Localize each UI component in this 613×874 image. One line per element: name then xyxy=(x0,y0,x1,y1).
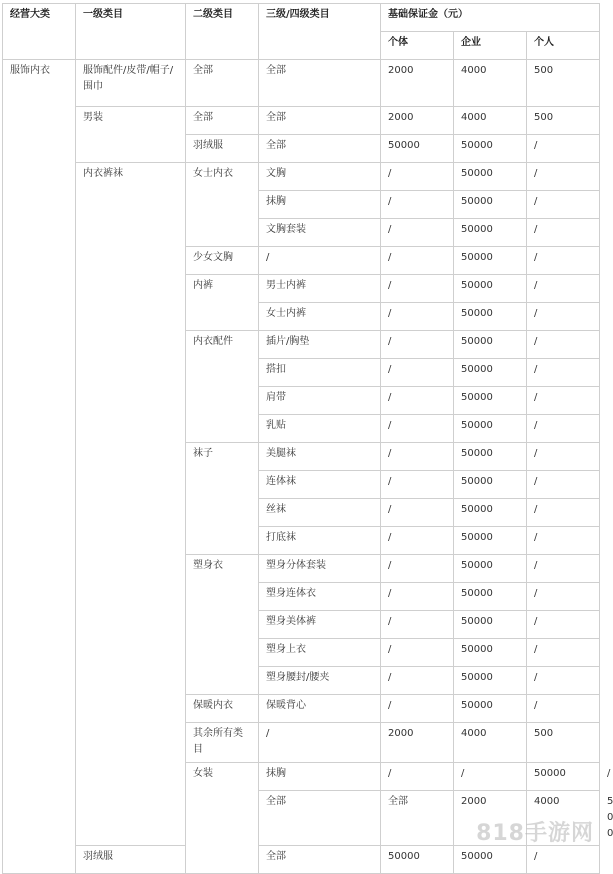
level1-cell: 内衣裤袜 xyxy=(76,163,186,846)
level2-cell: 内衣配件 xyxy=(186,331,259,443)
level3-cell: 连体袜 xyxy=(259,471,381,499)
individual-business-value: / xyxy=(381,219,454,247)
person-value: / xyxy=(527,359,600,387)
person-value: 500 xyxy=(527,107,600,135)
level3-cell: 打底袜 xyxy=(259,527,381,555)
category-cell: 服饰内衣 xyxy=(3,60,76,874)
individual-business-value: / xyxy=(454,763,527,791)
person-value: / xyxy=(527,387,600,415)
level2-cell: 塑身衣 xyxy=(186,555,259,695)
header-level34: 三级/四级类目 xyxy=(259,4,381,60)
level3-cell: 美腿袜 xyxy=(259,443,381,471)
person-value: / xyxy=(527,443,600,471)
individual-business-value: / xyxy=(381,555,454,583)
person-value: / xyxy=(527,583,600,611)
table-row: 女装 抹胸 / / 50000 / xyxy=(3,763,600,791)
level1-cell: 女装 xyxy=(186,763,259,874)
level1-cell: 服饰配件/皮带/帽子/围巾 xyxy=(76,60,186,107)
enterprise-value: 50000 xyxy=(454,191,527,219)
individual-business-value: / xyxy=(381,163,454,191)
person-value: / xyxy=(527,639,600,667)
level2-cell: 其余所有类目 xyxy=(186,723,259,763)
enterprise-value: 50000 xyxy=(454,247,527,275)
enterprise-value: 4000 xyxy=(527,791,600,846)
level3-cell: 塑身分体套装 xyxy=(259,555,381,583)
individual-business-value: / xyxy=(381,499,454,527)
individual-business-value: 50000 xyxy=(381,846,454,874)
person-value: / xyxy=(527,191,600,219)
enterprise-value: 50000 xyxy=(454,163,527,191)
person-value: / xyxy=(527,247,600,275)
header-individual-business: 个体 xyxy=(381,32,454,60)
table-row xyxy=(3,107,600,135)
enterprise-value: 50000 xyxy=(454,331,527,359)
level1-cell: 男装 xyxy=(76,107,186,163)
individual-business-value: 50000 xyxy=(381,135,454,163)
individual-business-value: 2000 xyxy=(381,723,454,763)
person-value: / xyxy=(527,135,600,163)
deposit-table xyxy=(2,3,613,874)
level3-cell: 全部 xyxy=(259,135,381,163)
person-value: / xyxy=(527,415,600,443)
individual-business-value: / xyxy=(381,275,454,303)
enterprise-value: 50000 xyxy=(454,555,527,583)
level2-cell: 保暖内衣 xyxy=(186,695,259,723)
level3-cell: 文胸套装 xyxy=(259,219,381,247)
level2-cell: 全部 xyxy=(186,107,259,135)
level3-cell: 保暖背心 xyxy=(259,695,381,723)
level3-cell: / xyxy=(259,247,381,275)
enterprise-value: 4000 xyxy=(454,107,527,135)
header-level2: 二级类目 xyxy=(186,4,259,60)
level3-cell: 全部 xyxy=(259,60,381,107)
watermark: 818手游网 xyxy=(476,821,594,846)
individual-business-value: / xyxy=(381,331,454,359)
table-row xyxy=(3,163,600,191)
level3-cell: 丝袜 xyxy=(259,499,381,527)
enterprise-value: 50000 xyxy=(454,359,527,387)
level2-cell: 全部 xyxy=(186,60,259,107)
level2-cell: 抹胸 xyxy=(259,763,381,791)
individual-business-value: / xyxy=(381,611,454,639)
person-value: / xyxy=(527,667,600,695)
individual-business-value: / xyxy=(381,303,454,331)
enterprise-value: 50000 xyxy=(454,846,527,874)
level2-cell: 内裤 xyxy=(186,275,259,331)
level3-cell: 全部 xyxy=(259,107,381,135)
enterprise-value: 50000 xyxy=(454,303,527,331)
level3-cell: 文胸 xyxy=(259,163,381,191)
enterprise-value: 50000 xyxy=(454,387,527,415)
person-value: / xyxy=(527,471,600,499)
enterprise-value: 50000 xyxy=(454,135,527,163)
individual-business-value: 2000 xyxy=(381,107,454,135)
table-row xyxy=(3,60,600,107)
individual-business-value: / xyxy=(381,639,454,667)
level3-cell: 男士内裤 xyxy=(259,275,381,303)
person-value: / xyxy=(527,611,600,639)
enterprise-value: 50000 xyxy=(527,763,600,791)
enterprise-value: 4000 xyxy=(454,60,527,107)
individual-business-value: / xyxy=(381,359,454,387)
level3-cell: 全部 xyxy=(259,846,381,874)
individual-business-value: / xyxy=(381,191,454,219)
enterprise-value: 50000 xyxy=(454,527,527,555)
person-value: 500 xyxy=(527,723,600,763)
level2-cell: 羽绒服 xyxy=(76,846,186,874)
level2-cell: 女士内衣 xyxy=(186,163,259,247)
individual-business-value: / xyxy=(381,415,454,443)
enterprise-value: 4000 xyxy=(454,723,527,763)
enterprise-value: 50000 xyxy=(454,219,527,247)
level3-cell: 塑身美体裤 xyxy=(259,611,381,639)
level3-cell: 肩带 xyxy=(259,387,381,415)
person-value: / xyxy=(527,527,600,555)
level3-cell: / xyxy=(259,723,381,763)
person-value: / xyxy=(527,163,600,191)
enterprise-value: 50000 xyxy=(454,639,527,667)
person-value: / xyxy=(527,275,600,303)
level2-cell: 少女文胸 xyxy=(186,247,259,275)
enterprise-value: 50000 xyxy=(454,611,527,639)
level3-cell: 塑身腰封/腰夹 xyxy=(259,667,381,695)
level3-cell: 女士内裤 xyxy=(259,303,381,331)
individual-business-value: / xyxy=(381,667,454,695)
header-enterprise: 企业 xyxy=(454,32,527,60)
individual-business-value: / xyxy=(381,695,454,723)
individual-business-value: / xyxy=(381,583,454,611)
person-value: / xyxy=(527,499,600,527)
individual-business-value: / xyxy=(381,471,454,499)
enterprise-value: 50000 xyxy=(454,499,527,527)
level2-cell: 全部 xyxy=(259,791,381,846)
person-value: / xyxy=(527,303,600,331)
header-person: 个人 xyxy=(527,32,600,60)
level3-cell: / xyxy=(381,763,454,791)
individual-business-value: / xyxy=(381,247,454,275)
level3-cell: 插片/胸垫 xyxy=(259,331,381,359)
level3-cell: 塑身上衣 xyxy=(259,639,381,667)
enterprise-value: 50000 xyxy=(454,415,527,443)
table-row: 全部 全部 2000 4000 500 xyxy=(3,791,600,846)
level3-cell: 搭扣 xyxy=(259,359,381,387)
person-value: / xyxy=(527,331,600,359)
person-value: 500 xyxy=(527,60,600,107)
enterprise-value: 50000 xyxy=(454,471,527,499)
enterprise-value: 50000 xyxy=(454,443,527,471)
individual-business-value: 2000 xyxy=(454,791,527,846)
level3-cell: 抹胸 xyxy=(259,191,381,219)
header-category: 经营大类 xyxy=(3,4,76,60)
person-value: / xyxy=(527,219,600,247)
table-row xyxy=(3,846,600,874)
person-value: / xyxy=(527,846,600,874)
person-value: / xyxy=(527,555,600,583)
header-deposit: 基础保证金（元） xyxy=(381,4,600,32)
enterprise-value: 50000 xyxy=(454,695,527,723)
header-level1: 一级类目 xyxy=(76,4,186,60)
level2-cell: 羽绒服 xyxy=(186,135,259,163)
person-value: / xyxy=(527,695,600,723)
header-row xyxy=(3,4,600,32)
individual-business-value: / xyxy=(381,443,454,471)
individual-business-value: 2000 xyxy=(381,60,454,107)
level3-cell: 塑身连体衣 xyxy=(259,583,381,611)
enterprise-value: 50000 xyxy=(454,275,527,303)
individual-business-value: / xyxy=(381,387,454,415)
level2-cell: 袜子 xyxy=(186,443,259,555)
individual-business-value: / xyxy=(381,527,454,555)
enterprise-value: 50000 xyxy=(454,667,527,695)
enterprise-value: 50000 xyxy=(454,583,527,611)
level3-cell: 乳贴 xyxy=(259,415,381,443)
level3-cell: 全部 xyxy=(381,791,454,846)
